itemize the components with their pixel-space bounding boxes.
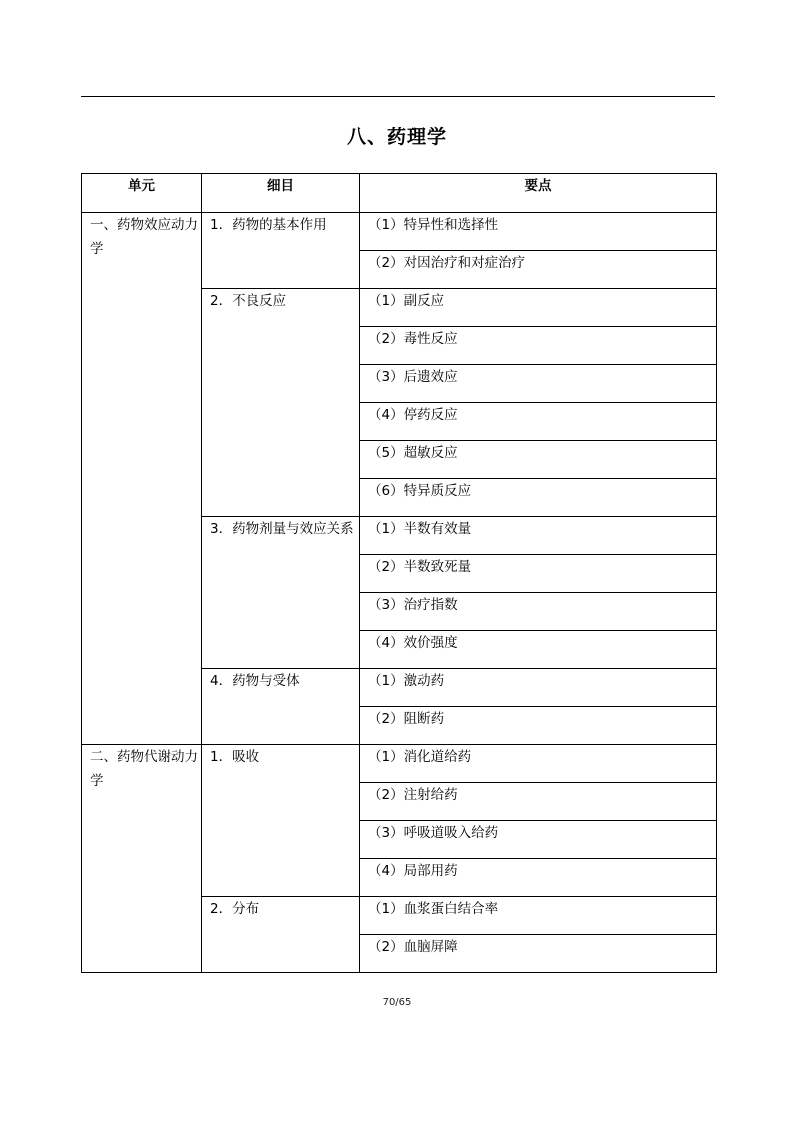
header-item: 细目	[202, 174, 360, 213]
point-cell: （1）副反应	[360, 289, 717, 327]
point-cell: （3）后遗效应	[360, 365, 717, 403]
header-point: 要点	[360, 174, 717, 213]
item-cell: 1．吸收	[202, 745, 360, 897]
point-cell: （5）超敏反应	[360, 441, 717, 479]
point-cell: （4）停药反应	[360, 403, 717, 441]
point-cell: （2）注射给药	[360, 783, 717, 821]
item-cell: 4．药物与受体	[202, 669, 360, 745]
point-cell: （1）激动药	[360, 669, 717, 707]
point-cell: （2）对因治疗和对症治疗	[360, 251, 717, 289]
syllabus-table	[81, 173, 717, 973]
table-header-row	[82, 174, 717, 213]
item-cell: 3．药物剂量与效应关系	[202, 517, 360, 669]
header-unit: 单元	[82, 174, 202, 213]
point-cell: （2）半数致死量	[360, 555, 717, 593]
item-cell: 2．分布	[202, 897, 360, 973]
point-cell: （1）特异性和选择性	[360, 213, 717, 251]
table-row	[82, 745, 717, 783]
point-cell: （3）呼吸道吸入给药	[360, 821, 717, 859]
point-cell: （1）半数有效量	[360, 517, 717, 555]
page-number: 70/65	[382, 997, 412, 1008]
point-cell: （4）局部用药	[360, 859, 717, 897]
point-cell: （4）效价强度	[360, 631, 717, 669]
unit-cell: 二、药物代谢动力学	[82, 745, 202, 973]
point-cell: （6）特异质反应	[360, 479, 717, 517]
page-title: 八、药理学	[346, 126, 447, 148]
table-row	[82, 213, 717, 251]
point-cell: （2）阻断药	[360, 707, 717, 745]
point-cell: （1）消化道给药	[360, 745, 717, 783]
unit-cell: 一、药物效应动力学	[82, 213, 202, 745]
point-cell: （2）血脑屏障	[360, 935, 717, 973]
point-cell: （1）血浆蛋白结合率	[360, 897, 717, 935]
item-cell: 1．药物的基本作用	[202, 213, 360, 289]
point-cell: （2）毒性反应	[360, 327, 717, 365]
item-cell: 2．不良反应	[202, 289, 360, 517]
header-rule	[81, 96, 715, 97]
point-cell: （3）治疗指数	[360, 593, 717, 631]
